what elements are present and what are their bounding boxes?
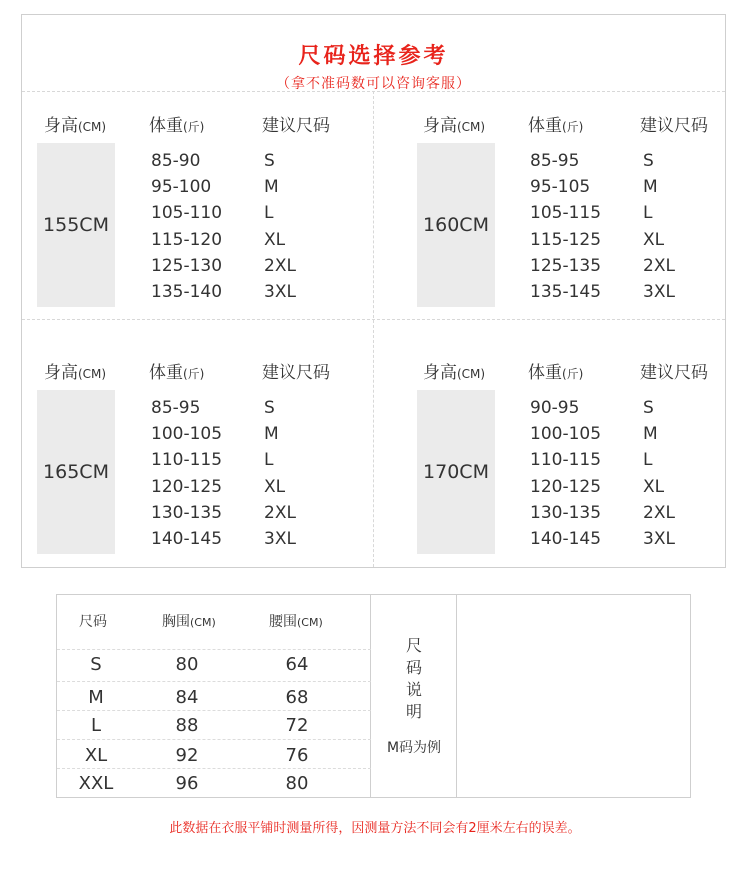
weight-value: 125-135 — [530, 255, 602, 276]
size-column — [264, 395, 296, 552]
size-value: S — [643, 151, 654, 171]
weight-value: 85-90 — [151, 151, 201, 171]
height-value: 160CM — [417, 143, 495, 307]
size-cell: XL — [84, 745, 108, 766]
height-header: 身高(CM) — [423, 363, 486, 383]
size-block-155 — [22, 91, 374, 323]
size-guide-panel — [21, 14, 726, 568]
size-description-label: 尺 码 说 明 — [405, 636, 422, 721]
weight-value: 95-100 — [151, 177, 212, 198]
weight-value: 140-145 — [151, 528, 223, 549]
size-value: 3XL — [643, 281, 675, 302]
weight-value: 105-115 — [530, 203, 602, 224]
size-column-header: 尺码 — [79, 614, 107, 630]
height-value: 170CM — [417, 390, 495, 554]
size-column — [643, 148, 675, 305]
row-separator — [57, 739, 371, 740]
size-value: 2XL — [264, 255, 296, 276]
weight-value: 110-115 — [530, 450, 602, 471]
weight-value: 105-110 — [151, 203, 223, 224]
size-cell: L — [90, 715, 102, 736]
weight-value: 110-115 — [151, 450, 223, 471]
size-header: 建议尺码 — [640, 363, 708, 383]
size-cell: M — [88, 687, 104, 708]
weight-value: 135-145 — [530, 281, 602, 302]
size-value: L — [643, 450, 653, 471]
size-value: M — [264, 424, 279, 445]
page-subtitle: （拿不准码数可以咨询客服） — [276, 76, 471, 92]
size-header: 建议尺码 — [640, 116, 708, 136]
size-value: S — [264, 398, 275, 418]
weight-column — [530, 148, 601, 305]
waist-cell: 72 — [285, 715, 309, 736]
weight-value: 135-140 — [151, 281, 223, 302]
weight-value: 125-130 — [151, 255, 223, 276]
height-value: 155CM — [37, 143, 115, 307]
height-value: 165CM — [37, 390, 115, 554]
size-value: L — [264, 450, 274, 471]
size-block-170 — [374, 338, 726, 570]
size-column — [643, 395, 675, 552]
weight-value: 90-95 — [530, 398, 580, 418]
chest-cell: 80 — [175, 654, 199, 675]
size-value: 2XL — [643, 255, 675, 276]
size-value: XL — [643, 229, 665, 250]
height-header: 身高(CM) — [44, 116, 107, 136]
size-value: M — [264, 177, 279, 198]
size-value: S — [264, 151, 275, 171]
waist-cell: 76 — [285, 745, 309, 766]
size-value: 3XL — [264, 528, 296, 549]
table-row — [57, 683, 371, 713]
weight-value: 115-120 — [151, 229, 223, 250]
size-value: M — [643, 177, 658, 198]
size-header: 建议尺码 — [262, 116, 330, 136]
size-value: 3XL — [643, 528, 675, 549]
weight-column — [530, 395, 601, 552]
weight-value: 95-105 — [530, 177, 591, 198]
page-title: 尺码选择参考 — [298, 44, 449, 69]
weight-value: 115-125 — [530, 229, 602, 250]
weight-value: 100-105 — [530, 424, 602, 445]
size-block-160 — [374, 91, 726, 323]
size-column — [264, 148, 296, 305]
size-value: S — [643, 398, 654, 418]
size-block-165 — [22, 338, 374, 570]
table-row — [57, 711, 371, 741]
size-value: 2XL — [643, 502, 675, 523]
size-cell: S — [90, 654, 102, 675]
measurement-footnote: 此数据在衣服平铺时测量所得，因测量方法不同会有2厘米左右的误差。 — [169, 821, 581, 836]
weight-value: 120-125 — [530, 476, 602, 497]
measurement-table — [56, 594, 691, 798]
chest-cell: 88 — [175, 715, 199, 736]
size-value: 2XL — [264, 502, 296, 523]
weight-value: 130-135 — [530, 502, 602, 523]
weight-header: 体重(斤) — [528, 363, 584, 383]
weight-value: 85-95 — [151, 398, 201, 418]
chest-cell: 96 — [175, 773, 199, 794]
height-header: 身高(CM) — [423, 116, 486, 136]
table-row — [57, 769, 371, 799]
waist-cell: 68 — [285, 687, 309, 708]
size-value: XL — [264, 476, 286, 497]
row-separator — [57, 681, 371, 682]
waist-cell: 80 — [285, 773, 309, 794]
table-row — [57, 650, 371, 680]
height-header: 身高(CM) — [44, 363, 107, 383]
chest-cell: 84 — [175, 687, 199, 708]
size-value: XL — [643, 476, 665, 497]
size-value: L — [264, 203, 274, 224]
weight-header: 体重(斤) — [149, 116, 205, 136]
weight-value: 100-105 — [151, 424, 223, 445]
table-row — [57, 741, 371, 771]
weight-value: 120-125 — [151, 476, 223, 497]
weight-header: 体重(斤) — [528, 116, 584, 136]
size-cell: XXL — [78, 773, 114, 794]
chest-cell: 92 — [175, 745, 199, 766]
chest-column-header: 胸围(CM) — [162, 614, 216, 630]
size-value: L — [643, 203, 653, 224]
size-value: XL — [264, 229, 286, 250]
waist-cell: 64 — [285, 654, 309, 675]
weight-header: 体重(斤) — [149, 363, 205, 383]
weight-value: 130-135 — [151, 502, 223, 523]
weight-value: 140-145 — [530, 528, 602, 549]
weight-column — [151, 148, 222, 305]
weight-column — [151, 395, 222, 552]
example-note: M码为例 — [386, 740, 442, 756]
size-value: 3XL — [264, 281, 296, 302]
waist-column-header: 腰围(CM) — [269, 614, 323, 630]
size-header: 建议尺码 — [262, 363, 330, 383]
size-value: M — [643, 424, 658, 445]
weight-value: 85-95 — [530, 151, 580, 171]
